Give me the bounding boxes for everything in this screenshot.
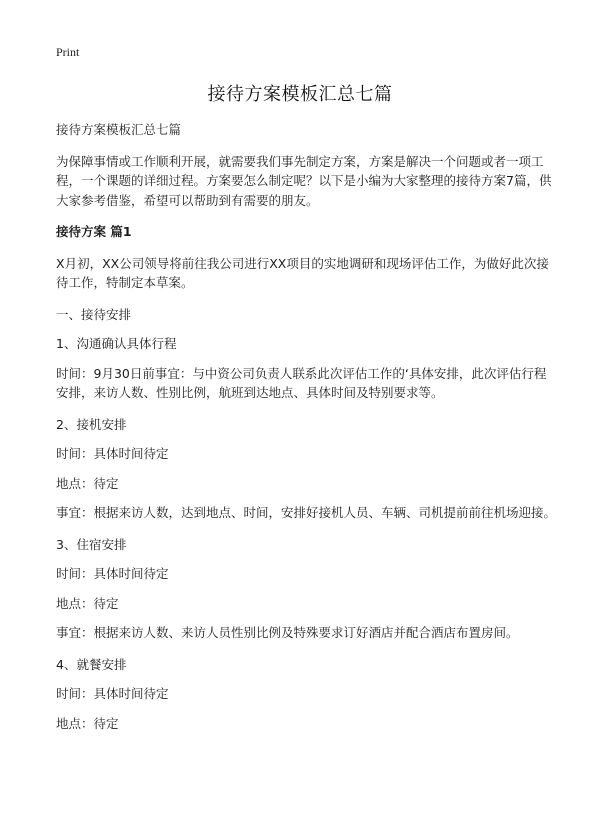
subtitle: 接待方案模板汇总七篇: [56, 122, 182, 137]
item-detail: 时间：具体时间待定: [56, 686, 169, 701]
item-heading: 3、住宿安排: [56, 536, 127, 552]
item-detail: 地点：待定: [56, 595, 119, 611]
item-detail: 地点：待定: [56, 715, 119, 731]
intro-paragraph: 为保障事情或工作顺利开展，就需要我们事先制定方案，方案是解决一个问题或者一项工程，一个课题的详细过程。方案要怎么制定呢？以下是小编为大家整理的接待方案7篇，供大家参考借鉴，希望可以帮助到有需要的朋友。: [56, 153, 552, 208]
item-detail: 时间：具体时间待定: [56, 566, 169, 581]
document-title: 接待方案模板汇总七篇: [207, 84, 393, 105]
item-detail: 地点：待定: [56, 475, 119, 491]
item-heading: 4、就餐安排: [56, 656, 127, 672]
item-heading: 2、接机安排: [56, 416, 127, 432]
item-heading: 1、沟通确认具体行程: [56, 336, 177, 351]
section-heading: 接待方案 篇1: [56, 224, 132, 239]
item-detail: 时间：9月30日前事宜：与中资公司负责人联系此次评估工作的‘具体安排，此次评估行程安排，来访人数、性别比例，航班到达地点、具体时间及特别要求等。: [56, 365, 547, 400]
part-heading: 一、接待安排: [56, 306, 132, 322]
item-detail: 时间：具体时间待定: [56, 446, 169, 461]
document-body: [56, 120, 556, 743]
opening-paragraph: X月初，XX公司领导将前往我公司进行XX项目的实地调研和现场评估工作，为做好此次接待工作，特制定本草案。: [56, 255, 549, 290]
print-link[interactable]: Print: [56, 45, 80, 59]
item-detail: 事宜：根据来访人数，达到地点、时间，安排好接机人员、车辆、司机提前前往机场迎接。: [56, 505, 557, 520]
item-detail: 事宜：根据来访人数、来访人员性别比例及特殊要求订好酒店并配合酒店布置房间。: [56, 625, 519, 640]
